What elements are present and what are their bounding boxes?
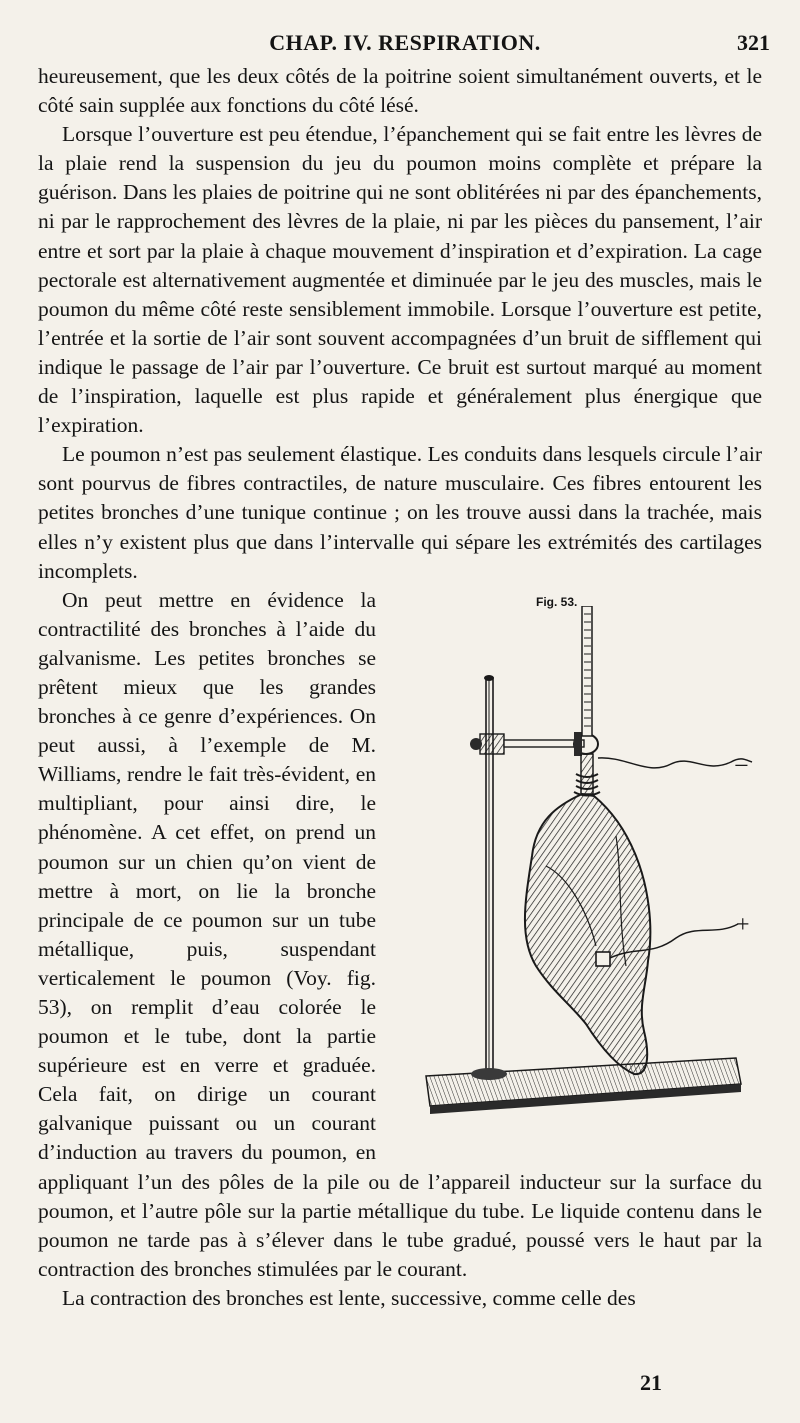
paragraph-wound-opening: Lorsque l’ouverture est peu étendue, l’épanchement qui se fait entre les lèvres de la plaie rend la suspension du jeu du poumon moins complète et prépare la guérison. Dans les plaies de poitrine qui ne sont oblitérées ni par des épanchements, ni par le rapprochement des lèvres de la plaie, ni par les pièces du pansement, l’air entre et sort par la plaie à chaque mouvement d’inspiration et d’expiration. La cage pectorale est alternativement augmentée et diminuée par le jeu des muscles, mais le poumon du même côté reste sensiblement immobile. Lorsque l’ouverture est petite, l’entrée et la sortie de l’air sont souvent accompagnées d’un bruit de sifflement qui indique le passage de l’air par l’ouverture. Ce bruit est surtout marqué au moment de l’inspiration, laquelle est plus rapide et généralement plus énergique que l’expiration. [38,122,762,438]
signature-mark: 21 [640,1370,662,1395]
body-text [38,62,762,1313]
stand-rod [470,675,507,1080]
paragraph-galvanism: On peut mettre en évidence la contractilité des bronches à l’aide du galvanisme. Les petites bronches se prêtent mieux que les grandes bronches à ce genre d’expériences. On peut aussi, à l’exemple de M. Williams, rendre le fait très-évident, en multipliant, pour ainsi dire, le phénomène. A cet effet, on prend un poumon sur un chien qu’on vient de mettre à mort, on lie la bronche principale de ce poumon sur un tube métallique, puis, suspendant verticalement le poumon (Voy. fig. 53), on remplit d’eau colorée le poumon et le tube, dont la partie supérieure est en verre et graduée. Cela fait, on dirige un courant galvanique puissant ou un courant d’induction au travers du poumon, en appliquant l’un des pôles de la pile ou de l’appareil inducteur sur la surface du poumon, et l’autre pôle sur la partie métallique du tube. Le liquide contenu dans le poumon ne tarde pas à s’élever dans le tube gradué, poussé vers le haut par la contraction des bronches stimulées par le courant. [38,587,762,1281]
paragraph-lung-elasticity: Le poumon n’est pas seulement élastique. Les conduits dans lesquels circule l’air sont pourvus de fibres contractiles, de nature musculaire. Ces fibres entourent les petites bronches d’une tunique continue ; on les trouve aussi dans la trachée, mais elles n’y existent plus que dans l’intervalle qui sépare les extrémités des cartilages incomplets. [38,442,762,583]
paragraph-contraction: La contraction des bronches est lente, successive, comme celle des [62,1285,636,1310]
plus-pole-label: + [736,911,750,938]
paragraph-continuation: heureusement, que les deux côtés de la poitrine soient simultanément ouverts, et le côté sain supplée aux fonctions du côté lésé. [38,64,762,118]
stand-base [426,1058,741,1114]
chapter-title: CHAP. IV. RESPIRATION. [269,30,541,55]
graduated-tube [574,606,600,796]
minus-pole-label: − [734,750,749,780]
page-number: 321 [737,30,770,55]
figure-53 [386,588,766,1148]
lung-apparatus-illustration [386,606,766,1146]
suspended-lung [525,794,650,1074]
running-header [40,30,770,62]
figure-caption: Fig. 53. [536,594,578,609]
